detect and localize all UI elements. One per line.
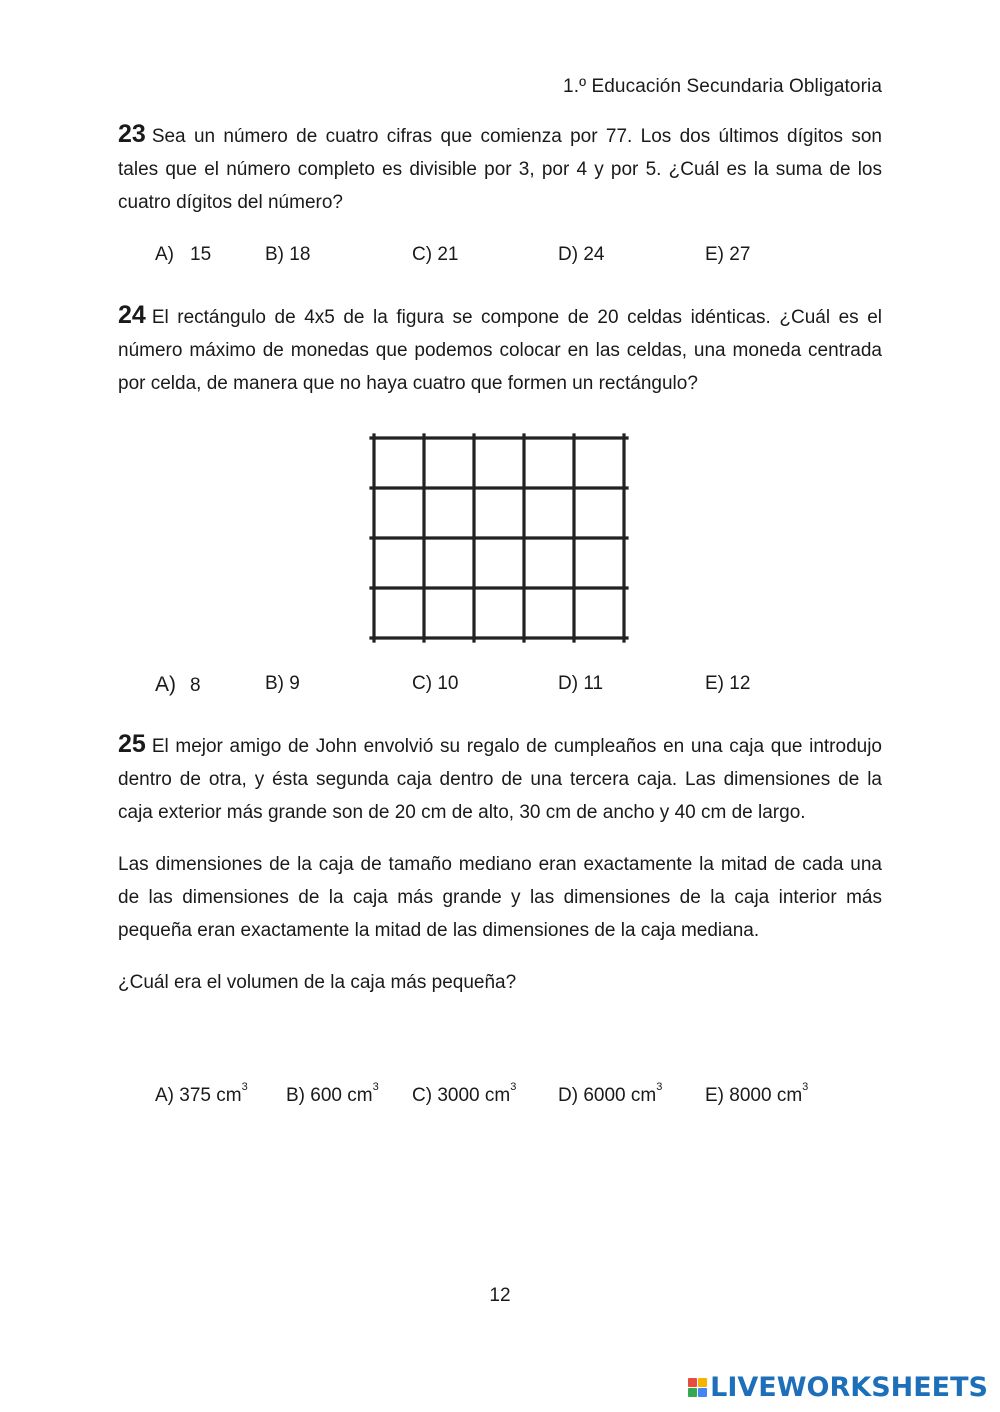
option-a[interactable]: A) 15 (155, 244, 212, 265)
problem-statement: El rectángulo de 4x5 de la figura se compone de 20 celdas idénticas. ¿Cuál es el número máximo de monedas que podemos colocar en las celdas, una moneda centrada por celda, de manera que no haya cuatro que formen un rectángulo? (118, 307, 882, 394)
grid-figure-svg (368, 432, 630, 644)
problem-statement: El mejor amigo de John envolvió su regalo de cumpleaños en una caja que introdujo dentro de otra, y ésta segunda caja dentro de una tercera caja. Las dimensiones de la caja exterior más grande son de 20 cm de alto, 30 cm de ancho y 40 cm de largo. (118, 736, 882, 823)
problem-text (118, 118, 882, 219)
liveworksheets-logo-icon (688, 1378, 707, 1397)
option-d[interactable]: D) 11 (558, 673, 604, 694)
option-d[interactable]: D) 24 (558, 244, 605, 265)
brand-watermark[interactable] (688, 1372, 988, 1403)
problem-statement: Sea un número de cuatro cifras que comienza por 77. Los dos últimos dígitos son tales que el número completo es divisible por 3, por 4 y por 5. ¿Cuál es la suma de los cuatro dígitos del número? (118, 126, 882, 213)
problem-text (118, 728, 882, 829)
option-e[interactable]: E) 27 (705, 244, 751, 265)
option-e[interactable]: E) 12 (705, 673, 751, 694)
problem-number: 25 (118, 730, 146, 758)
problem-text (118, 299, 882, 400)
option-a[interactable]: A) 8 (155, 673, 201, 696)
option-c[interactable]: C) 21 (412, 244, 459, 265)
problem-24 (118, 299, 882, 400)
option-b[interactable]: B) 9 (265, 673, 300, 694)
problem-number: 23 (118, 120, 146, 148)
option-b[interactable]: B) 600 $cm^3$ (286, 1081, 379, 1106)
option-d[interactable]: D) 6000 $cm^3$ (558, 1081, 663, 1106)
problem-paragraph: Las dimensiones de la caja de tamaño mediano eran exactamente la mitad de cada una de las dimensiones de la caja más grande y las dimensiones de la caja interior más pequeña eran exactamente la mitad de las dimensiones de la caja mediana. (118, 854, 882, 941)
problem-23 (118, 118, 882, 219)
option-e[interactable]: E) 8000 $cm^3$ (705, 1081, 809, 1106)
option-a[interactable]: A) 375 $cm^3$ (155, 1081, 248, 1106)
page-number: 12 (489, 1285, 511, 1306)
problem-25 (118, 728, 882, 999)
option-b[interactable]: B) 18 (265, 244, 311, 265)
brand-name: LIVEWORKSHEETS (710, 1372, 988, 1403)
option-c[interactable]: C) 3000 $cm^3$ (412, 1081, 517, 1106)
problem-question: ¿Cuál era el volumen de la caja más pequeña? (118, 972, 517, 993)
grid-figure (368, 432, 630, 649)
option-c[interactable]: C) 10 (412, 673, 459, 694)
problem-number: 24 (118, 301, 146, 329)
page-header: 1.º Educación Secundaria Obligatoria (563, 76, 882, 97)
